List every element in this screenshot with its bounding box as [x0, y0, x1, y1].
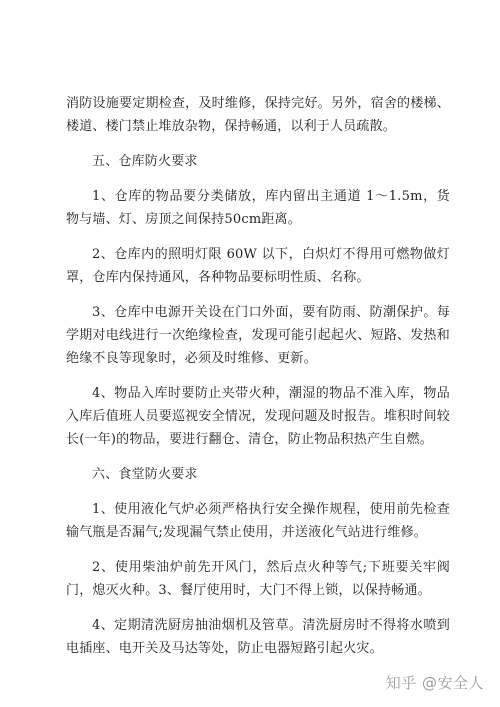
watermark: 知乎 @安全人	[385, 674, 484, 692]
paragraph-canteen-1: 1、使用液化气炉必须严格执行安全操作规程，使用前先检查输气瓶是否漏气;发现漏气禁止使用，并送液化气站进行维修。	[66, 502, 450, 540]
paragraph-warehouse-1: 1、仓库的物品要分类储放，库内留出主通道 1～1.5m，货物与墙、灯、房顶之间保持50cm距离。	[66, 189, 450, 227]
paragraph-canteen-4: 4、定期清洗厨房抽油烟机及管草。清洗厨房时不得将水喷到电插座、电开关及马达等处，防止电器短路引起火灾。	[66, 618, 450, 656]
paragraph-warehouse-4: 4、物品入库时要防止夹带火种，潮湿的物品不准入库，物品入库后值班人员要巡视安全情况，发现问题及时报告。堆积时间较长(一年)的物品，要进行翻仓、清仓，防止物品积热产生自燃。	[66, 386, 450, 447]
paragraph-canteen-2: 2、使用柴油炉前先开风门，然后点火种等气;下班要关牢阀门，熄灭火种。3、餐厅使用时，大门不得上锁，以保持畅通。	[66, 560, 450, 598]
paragraph-dorm-safety: 消防设施要定期检查，及时维修，保持完好。另外，宿舍的楼梯、楼道、楼门禁止堆放杂物，保持畅通，以利于人员疏散。	[66, 96, 450, 134]
paragraph-warehouse-3: 3、仓库中电源开关设在门口外面，要有防雨、防潮保护。每学期对电线进行一次绝缘检查，发现可能引起起火、短路、发热和绝缘不良等现象时，必须及时维修、更新。	[66, 305, 450, 366]
section-heading-canteen: 六、食堂防火要求	[92, 467, 198, 482]
paragraph-warehouse-2: 2、仓库内的照明灯限 60W 以下，白炽灯不得用可燃物做灯罩，仓库内保持通风，各种物品要标明性质、名称。	[66, 247, 450, 285]
section-heading-warehouse: 五、仓库防火要求	[92, 154, 198, 169]
